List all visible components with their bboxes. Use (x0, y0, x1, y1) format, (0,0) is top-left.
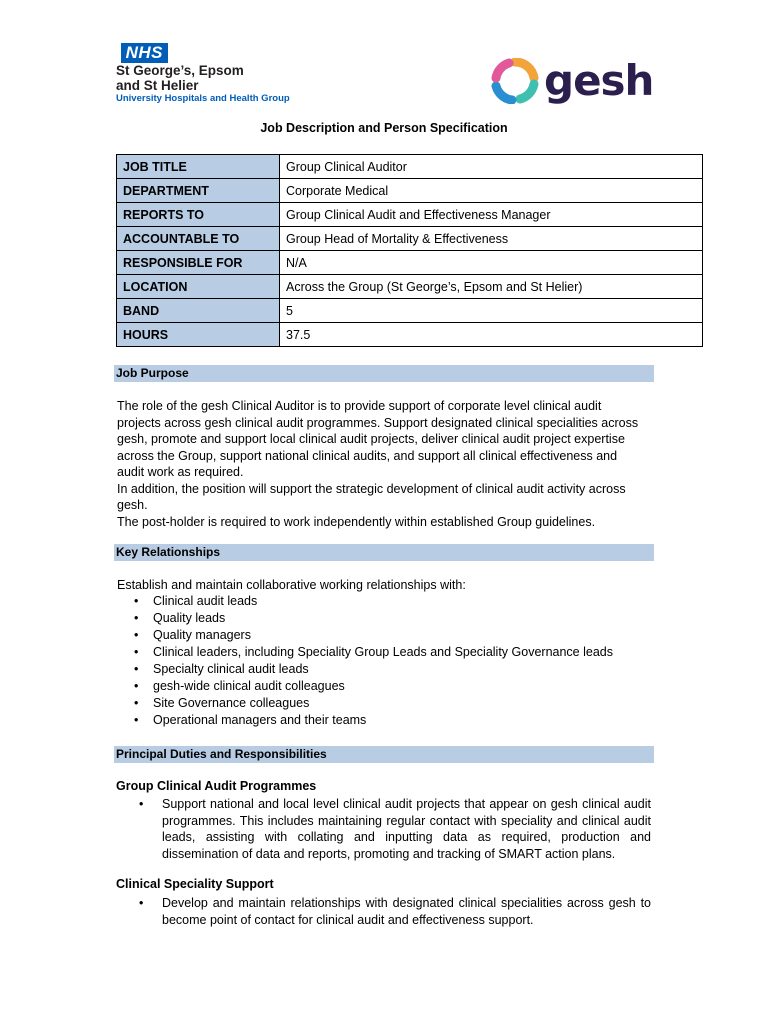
relationship-item: • Operational managers and their teams (117, 712, 613, 729)
org-name-line3: University Hospitals and Health Group (116, 93, 290, 104)
details-row (117, 323, 703, 347)
job-purpose-p1: The role of the gesh Clinical Auditor is to provide support of corporate level clinical audit projects across gesh clinical audit programmes. Support designated clinical specialities across gesh, promote and support local clinical audit projects, deliver clinical audit project expertise across the Group, support national clinical audits, and support all clinical effectiveness and audit work as required. (117, 399, 639, 479)
job-purpose-text (117, 398, 647, 530)
duty-text: Support national and local level clinical audit projects that appear on gesh clinical audit programmes. This includes maintaining regular contact with speciality and clinical audit leads, assisting with collating and inputting data as required, production and dissemination of data and reports, promoting and tracking of SMART action plans. (162, 797, 651, 861)
details-value: Across the Group (St George’s, Epsom and St Helier) (280, 275, 703, 299)
details-row (117, 275, 703, 299)
key-relationships-list (117, 593, 613, 729)
key-relationships-heading: Key Relationships (114, 544, 654, 561)
org-name-line1: St George’s, Epsom (116, 63, 244, 78)
bullet-icon: • (139, 797, 144, 811)
details-value: Group Clinical Auditor (280, 155, 703, 179)
details-label: ACCOUNTABLE TO (117, 227, 280, 251)
nhs-badge: NHS (121, 43, 168, 63)
job-purpose-p3: The post-holder is required to work independently within established Group guidelines. (117, 514, 596, 529)
details-label: RESPONSIBLE FOR (117, 251, 280, 275)
details-label: DEPARTMENT (117, 179, 280, 203)
job-purpose-heading: Job Purpose (114, 365, 654, 382)
bullet-icon: • (139, 896, 144, 910)
duty-group-clinical-audit (139, 796, 651, 862)
org-name-line2: and St Helier (116, 78, 199, 93)
details-label: REPORTS TO (117, 203, 280, 227)
details-value: N/A (280, 251, 703, 275)
details-row (117, 155, 703, 179)
gesh-logo (490, 58, 653, 104)
document-title: Job Description and Person Specification (260, 121, 508, 135)
relationship-item: • Quality managers (117, 627, 613, 644)
details-value: Corporate Medical (280, 179, 703, 203)
details-row (117, 179, 703, 203)
relationship-item: • gesh-wide clinical audit colleagues (117, 678, 613, 695)
duty-text: Develop and maintain relationships with designated clinical specialities across gesh to become point of contact for clinical audit and effectiveness support. (162, 896, 651, 927)
gesh-wordmark: gesh (544, 56, 654, 105)
key-relationships-intro: Establish and maintain collaborative working relationships with: (117, 578, 466, 592)
details-value: 37.5 (280, 323, 703, 347)
details-row (117, 227, 703, 251)
duty-title-clinical-speciality: Clinical Speciality Support (116, 877, 274, 891)
nhs-trust-logo (116, 43, 290, 105)
details-value: Group Clinical Audit and Effectiveness Manager (280, 203, 703, 227)
relationship-item: • Site Governance colleagues (117, 695, 613, 712)
details-value: 5 (280, 299, 703, 323)
details-value: Group Head of Mortality & Effectiveness (280, 227, 703, 251)
relationship-item: • Clinical leaders, including Speciality Group Leads and Speciality Governance leads (117, 644, 613, 661)
details-row (117, 251, 703, 275)
details-row (117, 203, 703, 227)
relationship-item: • Quality leads (117, 610, 613, 627)
relationship-item: • Specialty clinical audit leads (117, 661, 613, 678)
job-details-table (116, 154, 703, 347)
duty-clinical-speciality (139, 895, 651, 928)
principal-duties-heading: Principal Duties and Responsibilities (114, 746, 654, 763)
duty-title-group-clinical-audit: Group Clinical Audit Programmes (116, 779, 317, 793)
gesh-ring-icon (490, 58, 540, 104)
relationship-item: • Clinical audit leads (117, 593, 613, 610)
details-label: JOB TITLE (117, 155, 280, 179)
details-label: BAND (117, 299, 280, 323)
details-label: HOURS (117, 323, 280, 347)
details-label: LOCATION (117, 275, 280, 299)
job-purpose-p2: In addition, the position will support the strategic development of clinical audit activity across gesh. (117, 481, 626, 512)
details-row (117, 299, 703, 323)
